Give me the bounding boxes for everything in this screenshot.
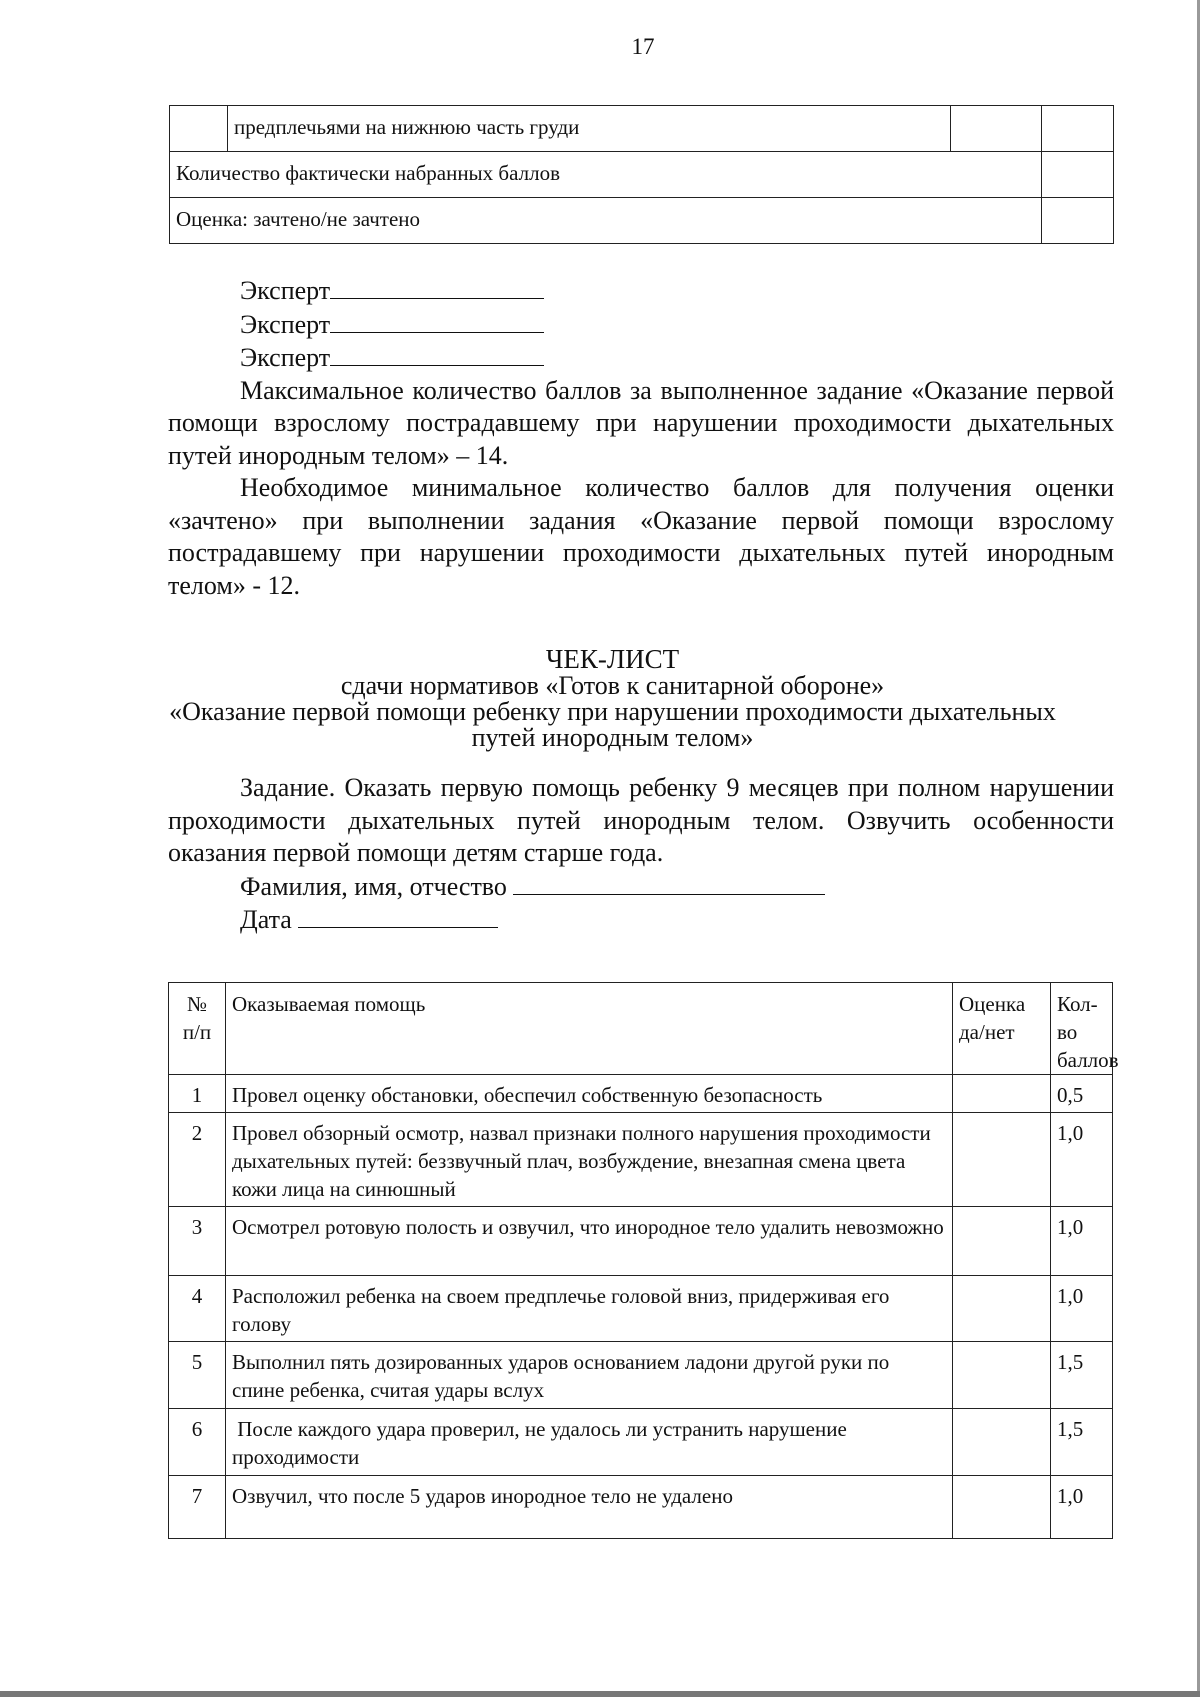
row-grade[interactable]: [953, 1342, 1051, 1409]
row-number: 5: [169, 1342, 226, 1409]
row-points: 1,0: [1051, 1476, 1113, 1539]
experts-and-scores: [168, 274, 1114, 602]
table-cell: [170, 106, 228, 152]
signature-line: [330, 341, 544, 366]
table-row: [169, 1409, 1113, 1476]
row-grade[interactable]: [953, 1075, 1051, 1113]
row-points: 1,0: [1051, 1113, 1113, 1207]
row-grade[interactable]: [953, 1113, 1051, 1207]
signature-line: [330, 308, 544, 333]
table-row: [169, 1476, 1113, 1539]
header-num: № п/п: [169, 983, 226, 1075]
continued-action-cell: предплечьями на нижнюю часть груди: [228, 106, 951, 152]
row-action: Провел обзорный осмотр, назвал признаки полного нарушения проходимости дыхательных путей: беззвучный плач, возбуждение, внезапная смена цвета кожи лица на синюшный: [226, 1113, 953, 1207]
row-action: Озвучил, что после 5 ударов инородное тело не удалено: [226, 1476, 953, 1539]
row-number: 6: [169, 1409, 226, 1476]
row-number: 4: [169, 1276, 226, 1342]
checklist-name-line: путей инородным телом»: [471, 723, 754, 752]
checklist-subtitle: сдачи нормативов «Готов к санитарной обороне»: [340, 671, 885, 700]
row-points: 0,5: [1051, 1075, 1113, 1113]
row-number: 2: [169, 1113, 226, 1207]
fio-line[interactable]: [513, 870, 825, 895]
checklist-title-block: [120, 645, 1105, 751]
page-number: 17: [631, 34, 655, 59]
row-number: 7: [169, 1476, 226, 1539]
row-grade[interactable]: [953, 1409, 1051, 1476]
header-points: Кол-во баллов: [1051, 983, 1113, 1075]
grade-value: [1042, 198, 1114, 244]
date-field: Дата: [168, 903, 1114, 937]
row-points: 1,0: [1051, 1207, 1113, 1276]
row-points: 1,5: [1051, 1342, 1113, 1409]
checklist-table: [168, 982, 1119, 1539]
table-row: [170, 106, 1114, 152]
table-row: [169, 1113, 1113, 1207]
row-action: Выполнил пять дозированных ударов основанием ладони другой руки по спине ребенка, считая удары вслух: [226, 1342, 953, 1409]
table-cell: [1042, 106, 1114, 152]
row-points: 1,5: [1051, 1409, 1113, 1476]
table-cell: [951, 106, 1042, 152]
table-row: [169, 1075, 1113, 1113]
grade-label: Оценка: зачтено/не зачтено: [170, 198, 1042, 244]
task-section: [168, 772, 1114, 937]
scan-edge-bottom: [0, 1691, 1200, 1697]
header-grade: Оценка да/нет: [953, 983, 1051, 1075]
row-action: Провел оценку обстановки, обеспечил собственную безопасность: [226, 1075, 953, 1113]
table-row: [170, 198, 1114, 244]
total-points-value: [1042, 152, 1114, 198]
expert-signature: Эксперт: [168, 274, 1114, 308]
task-paragraph: Задание. Оказать первую помощь ребенку 9 месяцев при полном нарушении проходимости дыхательных путей инородным телом. Озвучить особенности оказания первой помощи детям старше года.: [168, 773, 1114, 867]
checklist-title: ЧЕК-ЛИСТ: [545, 644, 680, 674]
row-number: 3: [169, 1207, 226, 1276]
row-action: После каждого удара проверил, не удалось ли устранить нарушение проходимости: [226, 1409, 953, 1476]
table-row: [169, 1207, 1113, 1276]
row-number: 1: [169, 1075, 226, 1113]
top-score-table: [169, 105, 1114, 244]
max-score-paragraph: Максимальное количество баллов за выполненное задание «Оказание первой помощи взрослому пострадавшему при нарушении проходимости дыхательных путей инородным телом» – 14.: [168, 375, 1114, 470]
row-points: 1,0: [1051, 1276, 1113, 1342]
table-row: [169, 1342, 1113, 1409]
date-line[interactable]: [298, 903, 498, 928]
expert-signature: Эксперт: [168, 341, 1114, 375]
row-action: Расположил ребенка на своем предплечье головой вниз, придерживая его голову: [226, 1276, 953, 1342]
header-action: Оказываемая помощь: [226, 983, 953, 1075]
min-score-paragraph: Необходимое минимальное количество баллов для получения оценки «зачтено» при выполнении задания «Оказание первой помощи взрослому пострадавшему при нарушении проходимости дыхательных путей инородным телом» - 12.: [168, 473, 1114, 600]
table-row: [170, 152, 1114, 198]
total-points-label: Количество фактически набранных баллов: [170, 152, 1042, 198]
row-grade[interactable]: [953, 1207, 1051, 1276]
row-grade[interactable]: [953, 1476, 1051, 1539]
signature-line: [330, 274, 544, 299]
fio-field: Фамилия, имя, отчество: [168, 870, 1114, 904]
table-row: [169, 1276, 1113, 1342]
checklist-name-line: «Оказание первой помощи ребенку при нарушении проходимости дыхательных: [169, 697, 1056, 726]
expert-signature: Эксперт: [168, 308, 1114, 342]
table-header-row: [169, 983, 1113, 1075]
row-grade[interactable]: [953, 1276, 1051, 1342]
row-action: Осмотрел ротовую полость и озвучил, что инородное тело удалить невозможно: [226, 1207, 953, 1276]
